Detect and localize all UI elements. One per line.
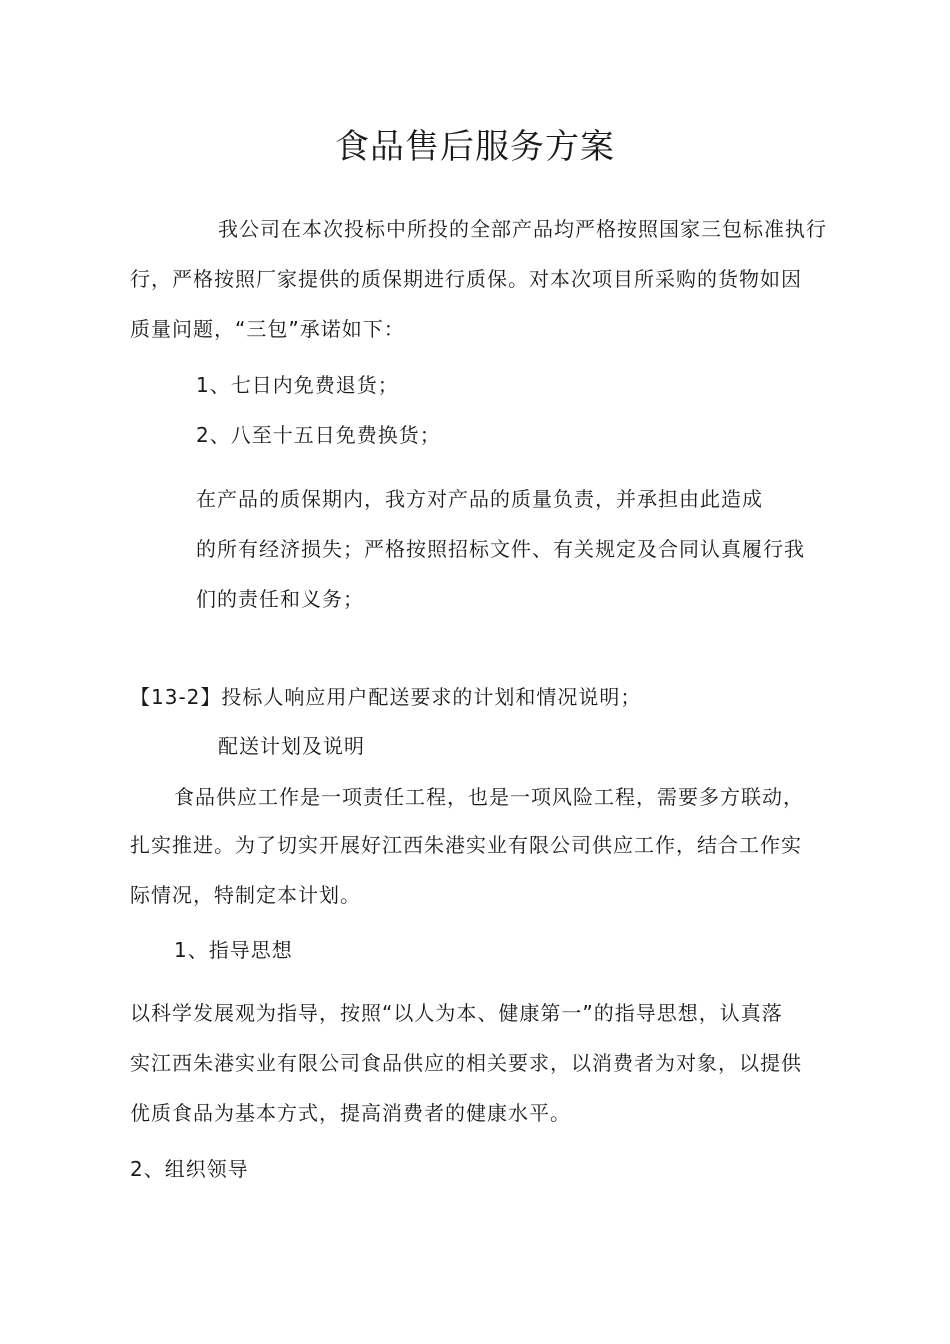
point1-heading: 1、指导思想 — [174, 938, 293, 962]
supply-line-2: 扎实推进。为了切实开展好江西朱港实业有限公司供应工作，结合工作实 — [130, 833, 802, 857]
intro-line-2: 行，严格按照厂家提供的质保期进行质保。对本次项目所采购的货物如因 — [130, 267, 802, 291]
supply-line-1: 食品供应工作是一项责任工程，也是一项风险工程，需要多方联动， — [174, 785, 804, 809]
intro-line-1: 我公司在本次投标中所投的全部产品均严格按照国家三包标准执行 — [218, 217, 827, 241]
supply-line-3: 际情况，特制定本计划。 — [130, 883, 361, 907]
responsibility-line-2: 的所有经济损失；严格按照招标文件、有关规定及合同认真履行我 — [196, 537, 805, 561]
point1-line-2: 实江西朱港实业有限公司食品供应的相关要求，以消费者为对象，以提供 — [130, 1051, 802, 1075]
document-title: 食品售后服务方案 — [335, 127, 615, 167]
point2-heading: 2、组织领导 — [130, 1157, 249, 1181]
point1-line-1: 以科学发展观为指导，按照“以人为本、健康第一”的指导思想，认真落 — [130, 1001, 783, 1025]
responsibility-line-3: 们的责任和义务； — [196, 587, 364, 611]
commitment-item-1: 1、七日内免费退货； — [196, 373, 399, 397]
intro-line-3: 质量问题，“三包”承诺如下： — [130, 317, 405, 341]
point1-line-3: 优质食品为基本方式，提高消费者的健康水平。 — [130, 1101, 571, 1125]
commitment-item-2: 2、八至十五日免费换货； — [196, 423, 441, 447]
section-heading: 【13-2】投标人响应用户配送要求的计划和情况说明； — [130, 685, 642, 709]
subheading: 配送计划及说明 — [218, 734, 365, 758]
responsibility-line-1: 在产品的质保期内，我方对产品的质量负责，并承担由此造成 — [196, 487, 763, 511]
